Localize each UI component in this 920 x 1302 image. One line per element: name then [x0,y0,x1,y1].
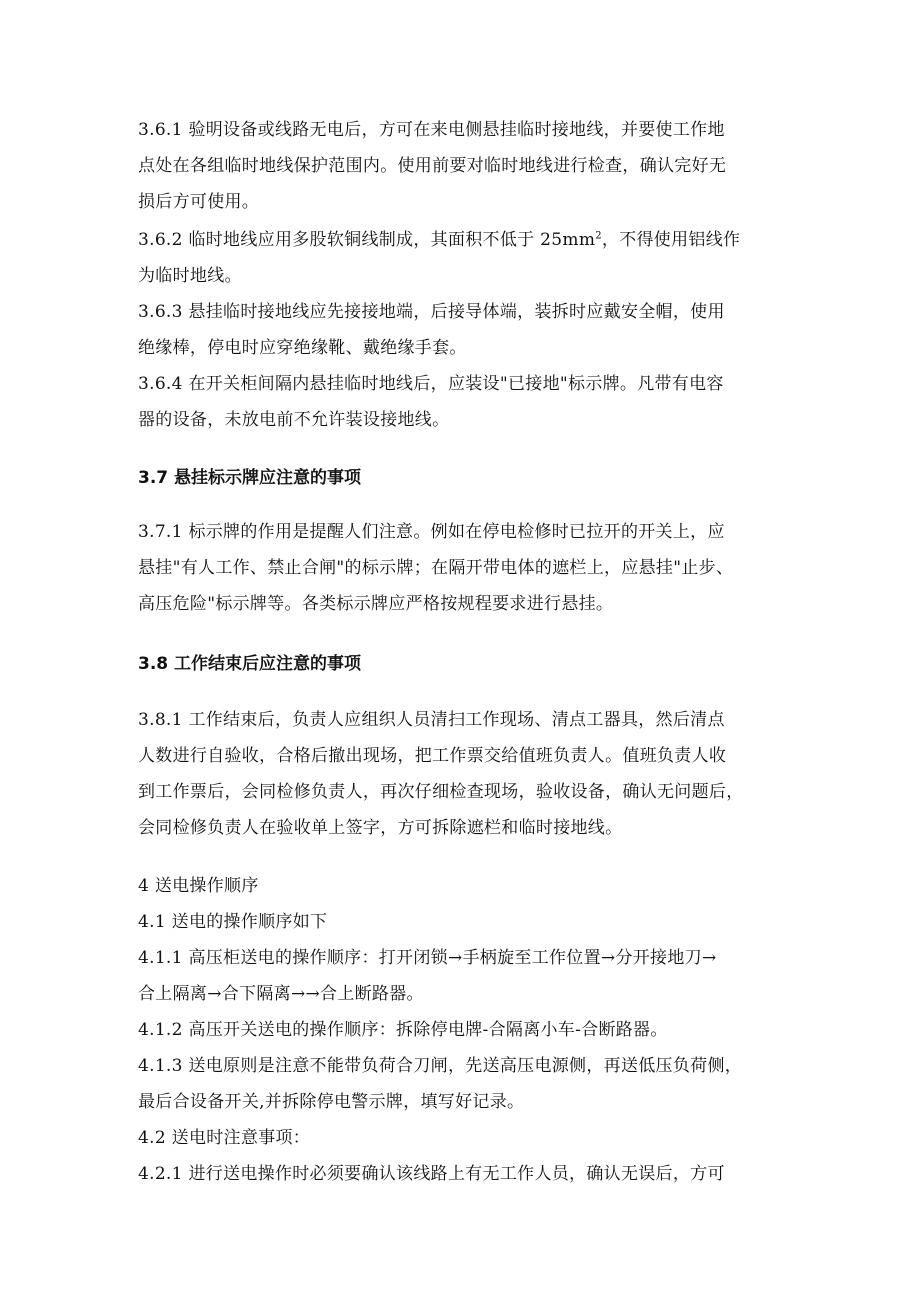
para-3-6-2-text-a: 3.6.2 临时地线应用多股软铜线制成，其面积不低于 25mm [138,230,596,250]
para-4-1-1-line-2: 合上隔离→合下隔离→→合上断路器。 [138,984,424,1004]
para-3-6-1-line-3: 损后方可使用。 [138,192,260,212]
para-3-7-1-line-1: 3.7.1 标示牌的作用是提醒人们注意。例如在停电检修时已拉开的开关上，应 [138,522,725,542]
para-3-6-2-line-2: 为临时地线。 [138,266,242,286]
para-4-2-1-line-1: 4.2.1 进行送电操作时必须要确认该线路上有无工作人员，确认无误后，方可 [138,1164,725,1184]
para-3-6-3-line-1: 3.6.3 悬挂临时接地线应先接接地端，后接导体端，装拆时应戴安全帽，使用 [138,302,725,322]
subsection-4-2-title: 4.2 送电时注意事项： [138,1128,311,1148]
para-3-6-2-line-1 [138,228,740,252]
para-4-1-1-line-1: 4.1.1 高压柜送电的操作顺序：打开闭锁→手柄旋至工作位置→分开接地刀→ [138,948,717,968]
para-3-8-1-line-4: 会同检修负责人在验收单上签字，方可拆除遮栏和临时接地线。 [138,818,623,838]
para-4-1-3-line-2: 最后合设备开关,并拆除停电警示牌，填写好记录。 [138,1092,525,1112]
para-3-6-3-line-2: 绝缘棒，停电时应穿绝缘靴、戴绝缘手套。 [138,338,467,358]
para-3-6-4-line-2: 器的设备，未放电前不允许装设接地线。 [138,410,450,430]
para-4-1-2: 4.1.2 高压开关送电的操作顺序：拆除停电牌-合隔离小车-合断路器。 [138,1020,668,1040]
para-3-6-2-text-b: ，不得使用铝线作 [601,230,741,250]
para-3-6-4-line-1: 3.6.4 在开关柜间隔内悬挂临时地线后，应装设"已接地"标示牌。凡带有电容 [138,374,724,394]
superscript-2: 2 [595,230,602,242]
para-3-8-1-line-1: 3.8.1 工作结束后，负责人应组织人员清扫工作现场、清点工器具，然后清点 [138,710,725,730]
para-3-7-1-line-2: 悬挂"有人工作、禁止合闸"的标示牌；在隔开带电体的遮栏上，应悬挂"止步、 [138,558,734,578]
section-4-title: 4 送电操作顺序 [138,876,259,896]
para-3-7-1-line-3: 高压危险"标示牌等。各类标示牌应严格按规程要求进行悬挂。 [138,594,614,614]
para-3-6-1-line-2: 点处在各组临时地线保护范围内。使用前要对临时地线进行检查，确认完好无 [138,156,727,176]
para-3-8-1-line-2: 人数进行自验收，合格后撤出现场，把工作票交给值班负责人。值班负责人收 [138,746,727,766]
heading-3-8: 3.8 工作结束后应注意的事项 [138,654,362,674]
para-3-8-1-line-3: 到工作票后，会同检修负责人，再次仔细检查现场，验收设备，确认无问题后， [138,782,744,802]
heading-3-7: 3.7 悬挂标示牌应注意的事项 [138,468,362,488]
subsection-4-1-title: 4.1 送电的操作顺序如下 [138,912,328,932]
para-3-6-1-line-1: 3.6.1 验明设备或线路无电后，方可在来电侧悬挂临时接地线，并要使工作地 [138,120,725,140]
para-4-1-3-line-1: 4.1.3 送电原则是注意不能带负荷合刀闸，先送高压电源侧，再送低压负荷侧， [138,1056,743,1076]
